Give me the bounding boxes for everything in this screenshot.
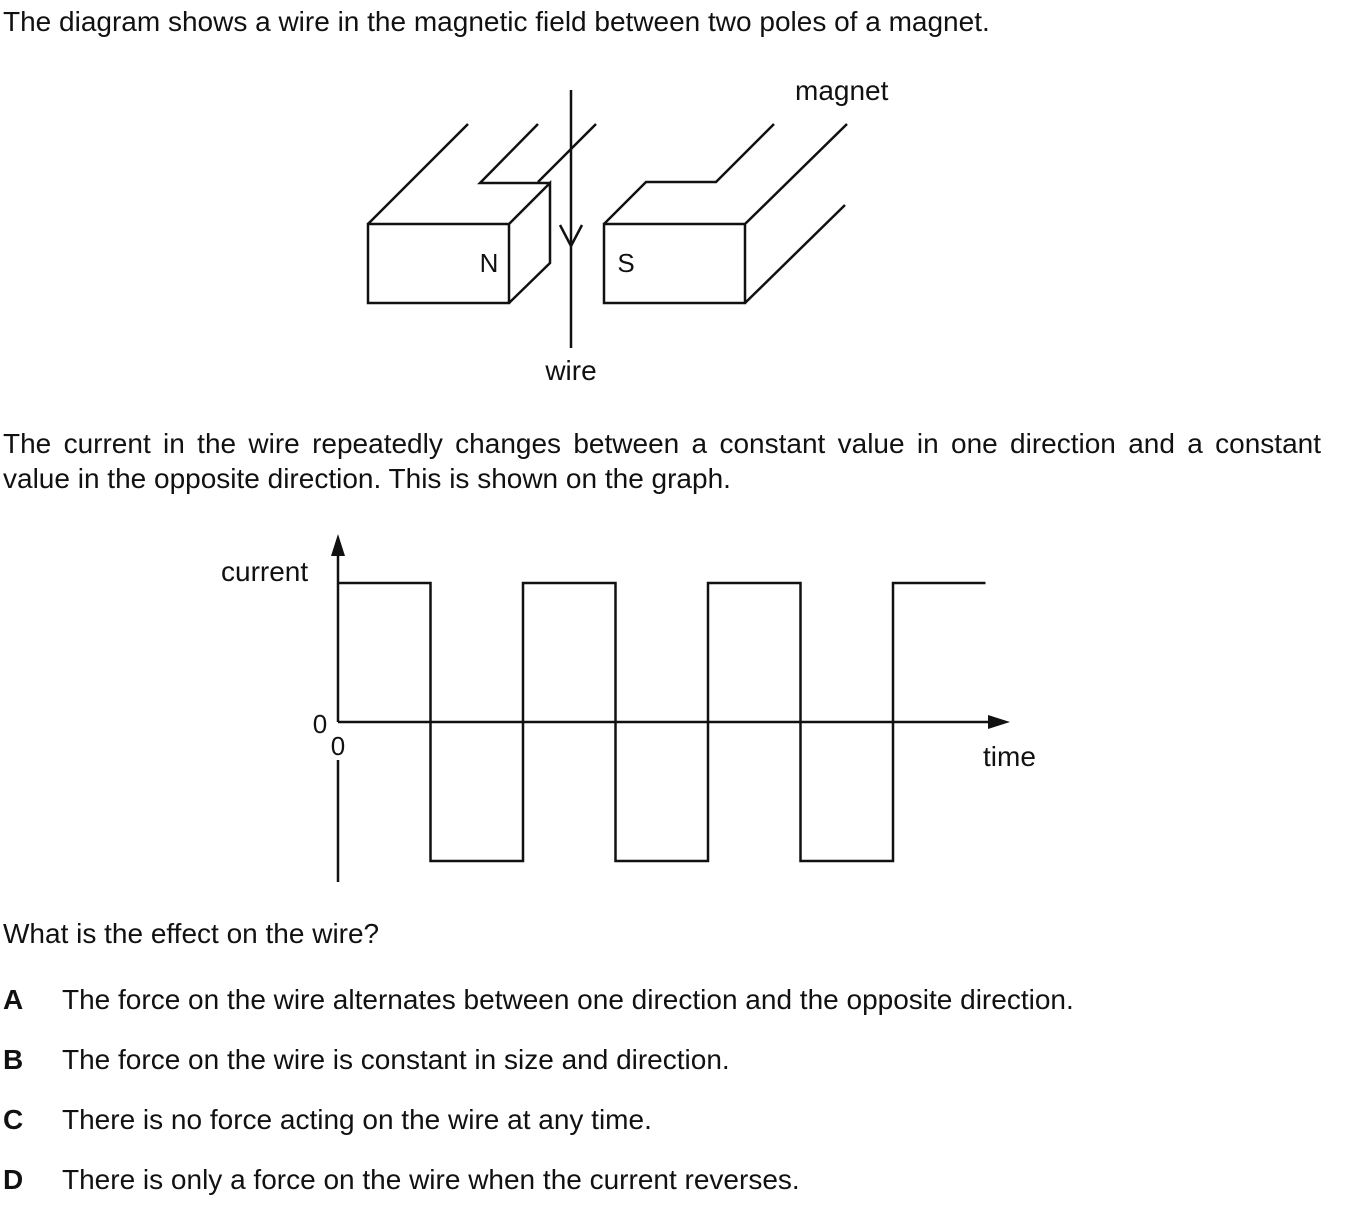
question-text: What is the effect on the wire? bbox=[3, 918, 380, 949]
wire-label: wire bbox=[545, 355, 597, 386]
intro-text: The diagram shows a wire in the magnetic field between two poles of a magnet. bbox=[3, 6, 990, 37]
x-axis-label: time bbox=[983, 741, 1036, 772]
option-text: The force on the wire alternates between one direction and the opposite direction. bbox=[62, 984, 1074, 1015]
south-pole-block bbox=[604, 124, 847, 303]
option-a[interactable] bbox=[3, 982, 1074, 1018]
north-pole-block bbox=[368, 124, 550, 303]
x-axis-arrow-icon bbox=[988, 715, 1010, 729]
north-pole-label: N bbox=[479, 248, 499, 278]
x-origin-label: 0 bbox=[330, 731, 346, 761]
option-letter: A bbox=[3, 984, 24, 1015]
option-b[interactable] bbox=[3, 1042, 730, 1078]
option-c[interactable] bbox=[3, 1102, 652, 1138]
option-letter: D bbox=[3, 1164, 24, 1195]
option-text: There is no force acting on the wire at any time. bbox=[62, 1104, 652, 1135]
description-paragraph: The current in the wire repeatedly changes between a constant value in one direction and a constant value in the opposite direction. This is shown on the graph. bbox=[3, 428, 1321, 494]
y-origin-label: 0 bbox=[312, 709, 328, 739]
option-letter: C bbox=[3, 1104, 24, 1135]
magnet-label: magnet bbox=[795, 75, 889, 106]
option-d[interactable] bbox=[3, 1162, 800, 1198]
option-text: The force on the wire is constant in size and direction. bbox=[62, 1044, 730, 1075]
option-letter: B bbox=[3, 1044, 24, 1075]
magnet-diagram bbox=[0, 0, 1355, 400]
y-axis-label: current bbox=[221, 556, 309, 587]
south-pole-label: S bbox=[617, 248, 635, 278]
current-time-graph bbox=[0, 520, 1355, 890]
y-axis-arrow-icon bbox=[331, 534, 345, 556]
option-text: There is only a force on the wire when the current reverses. bbox=[62, 1164, 800, 1195]
